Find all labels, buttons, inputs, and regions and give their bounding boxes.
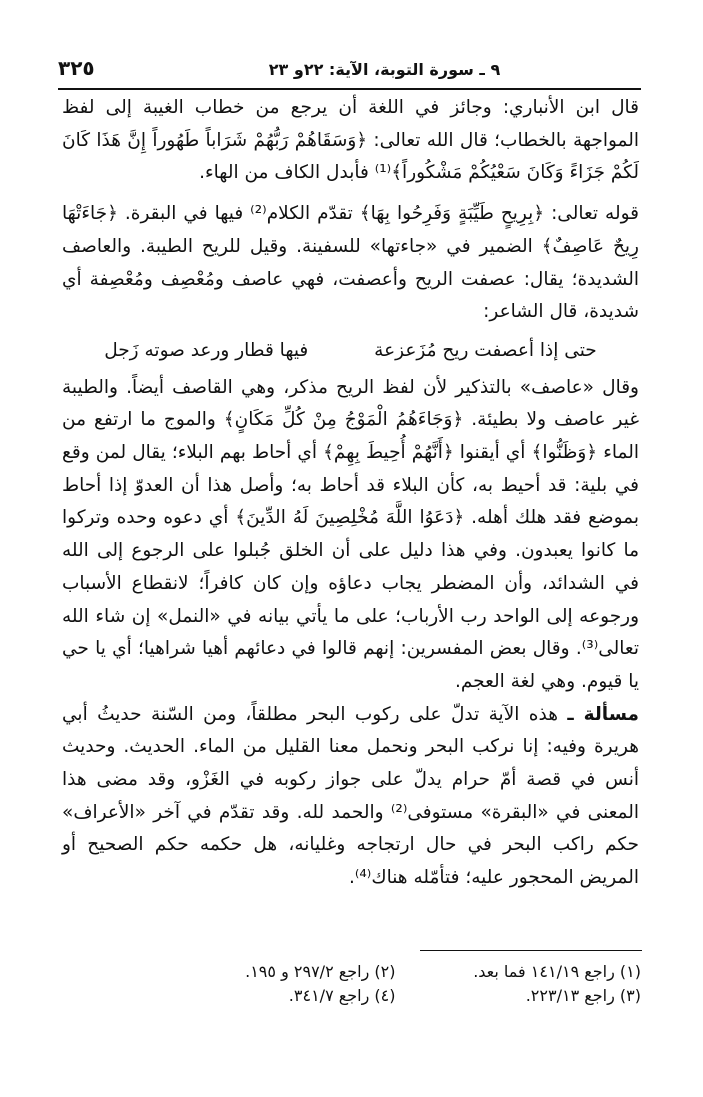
page-number: ٣٢٥ (58, 56, 95, 80)
paragraph-ibn-anbari: قال ابن الأنباري: وجائز في اللغة أن يرجع من خطاب الغيبة إلى لفظ المواجهة بالخطاب؛ قال الله تعالى: ﴿وَسَقَاهُمْ رَبُّهُمْ شَرَاباً طَهُوراً إِنَّ هَذَا كَانَ لَكُمْ جَزَاءً وَكَانَ سَعْيُكُمْ مَشْكُوراً﴾⁽¹⁾ فأبدل الكاف من الهاء. (62, 97, 639, 184)
paragraph-masala (62, 699, 639, 895)
footnote-row (150, 984, 641, 1008)
running-title: ٩ ـ سورة التوبة، الآية: ٢٢و ٢٣ (268, 60, 501, 79)
page-header (58, 56, 641, 86)
footnote-row (150, 960, 641, 984)
verse-second-hemistich: فيها قطار ورعد صوته زَجل (104, 339, 309, 361)
main-text (62, 92, 639, 895)
verse-first-hemistich: حتى إذا أعصفت ريح مُزَعزعة (374, 339, 597, 361)
footnote-4: (٤) راجع ٣٤١/٧. (288, 986, 396, 1005)
masala-term: مسألة ـ (567, 703, 640, 725)
footnote-1: (١) راجع ١٤١/١٩ فما بعد. (473, 962, 641, 981)
poetry-verse (62, 335, 639, 368)
header-rule (58, 88, 641, 90)
masala-text: هذه الآية تدلّ على ركوب البحر مطلقاً، ومن السّنة حديثُ أبي هريرة وفيه: إنا نركب البحر ونحمل معنا القليل من الماء. الحديث. وحديث أنس في قصة أمّ حرام يدلّ على جواز ركوبه في الغَزْو، وقد مضى هذا المعنى في «البقرة» مستوفى⁽²⁾ والحمد لله. وقد تقدّم في آخر «الأعراف» حكم راكب البحر في حال ارتجاجه وغليانه، هل حكمه حكم الصحيح أو المريض المحجور عليه؛ فتأمّله هناك⁽⁴⁾. (62, 703, 639, 889)
footnote-rule (420, 950, 642, 951)
paragraph-waves: وقال «عاصف» بالتذكير لأن لفظ الريح مذكر، وهي القاصف أيضاً. والطيبة غير عاصف ولا بطيئة. ﴿وَجَاءَهُمُ الْمَوْجُ مِنْ كُلِّ مَكَانٍ﴾ والموج ما ارتفع من الماء ﴿وَظَنُّوا﴾ أي أيقنوا ﴿أَنَّهُمْ أُحِيطَ بِهِمْ﴾ أي أحاط بهم البلاء؛ يقال لمن وقع في بلية: قد أحيط به، كأن البلاء قد أحاط به؛ وأصل هذا أن العدوّ إذا أحاط بموضع فقد هلك أهله. ﴿دَعَوُا اللَّهَ مُخْلِصِينَ لَهُ الدِّينَ﴾ أي دعوه وحده وتركوا ما كانوا يعبدون. وفي هذا دليل على أن الخلق جُبلوا على الرجوع إلى الله في الشدائد، وأن المضطر يجاب دعاؤه وإن كان كافراً؛ لانقطاع الأسباب ورجوعه إلى الواحد رب الأرباب؛ على ما يأتي بيانه في «النمل» إن شاء الله تعالى⁽³⁾. وقال بعض المفسرين: إنهم قالوا في دعائهم أهيا شراهيا؛ أي يا حي يا قيوم. وهي لغة العجم. (62, 376, 639, 692)
footnote-3: (٣) راجع ٢٢٣/١٣. (525, 986, 641, 1005)
paragraph-good-wind: قوله تعالى: ﴿بِرِيحٍ طَيِّبَةٍ وَفَرِحُوا بِهَا﴾ تقدّم الكلام⁽²⁾ فيها في البقرة. ﴿جَاءَتْهَا رِيحٌ عَاصِفٌ﴾ الضمير في «جاءتها» للسفينة. وقيل للريح الطيبة. والعاصف الشديدة؛ يقال: عصفت الريح وأعصفت، فهي عاصف ومُعْصِف ومُعْصِفة أي شديدة، قال الشاعر: (62, 203, 640, 323)
footnotes (150, 960, 641, 1008)
footnote-2: (٢) راجع ٢٩٧/٢ و ١٩٥. (245, 962, 396, 981)
